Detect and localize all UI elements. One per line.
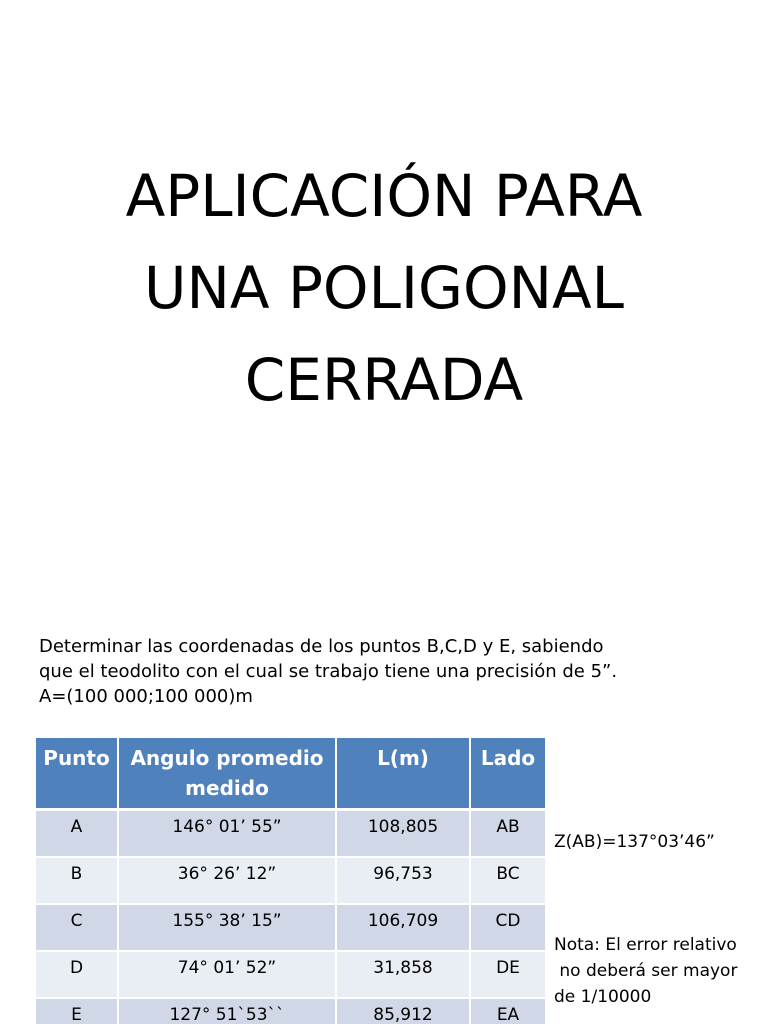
- table-row: [36, 904, 545, 951]
- cell-angulo: 36° 26’ 12”: [118, 857, 336, 904]
- slide-title: [0, 150, 768, 426]
- relative-error-note: [554, 932, 737, 1010]
- note-line: Nota: El error relativo: [554, 935, 737, 955]
- cell-punto: E: [36, 998, 118, 1024]
- title-line: UNA POLIGONAL: [144, 254, 624, 322]
- problem-line: que el teodolito con el cual se trabajo tiene una precisión de 5”.: [39, 661, 618, 682]
- cell-angulo: 74° 01’ 52”: [118, 951, 336, 998]
- table-row: [36, 998, 545, 1024]
- problem-line: A=(100 000;100 000)m: [39, 686, 253, 707]
- title-line: CERRADA: [244, 346, 524, 414]
- cell-lado: EA: [470, 998, 545, 1024]
- header-lado: Lado: [470, 738, 545, 810]
- cell-lado: BC: [470, 857, 545, 904]
- cell-punto: B: [36, 857, 118, 904]
- table-header-row: [36, 738, 545, 810]
- cell-punto: A: [36, 810, 118, 857]
- cell-longitud: 85,912: [336, 998, 470, 1024]
- header-punto: Punto: [36, 738, 118, 810]
- cell-longitud: 96,753: [336, 857, 470, 904]
- table-row: [36, 810, 545, 857]
- header-longitud: L(m): [336, 738, 470, 810]
- cell-angulo: 155° 38’ 15”: [118, 904, 336, 951]
- cell-longitud: 108,805: [336, 810, 470, 857]
- cell-lado: DE: [470, 951, 545, 998]
- cell-lado: CD: [470, 904, 545, 951]
- note-line: de 1/10000: [554, 987, 652, 1007]
- cell-longitud: 106,709: [336, 904, 470, 951]
- cell-angulo: 146° 01’ 55”: [118, 810, 336, 857]
- note-line: no deberá ser mayor: [554, 961, 738, 981]
- title-line: APLICACIÓN PARA: [125, 162, 643, 230]
- cell-angulo: 127° 51`53``: [118, 998, 336, 1024]
- cell-punto: C: [36, 904, 118, 951]
- cell-lado: AB: [470, 810, 545, 857]
- table-row: [36, 951, 545, 998]
- problem-statement: [39, 634, 739, 709]
- traverse-table: [36, 738, 545, 1024]
- azimuth-ab: Z(AB)=137°03’46”: [554, 832, 715, 852]
- cell-longitud: 31,858: [336, 951, 470, 998]
- problem-line: Determinar las coordenadas de los puntos B,C,D y E, sabiendo: [39, 636, 604, 657]
- table-row: [36, 857, 545, 904]
- cell-punto: D: [36, 951, 118, 998]
- header-angulo: Angulo promedio medido: [118, 738, 336, 810]
